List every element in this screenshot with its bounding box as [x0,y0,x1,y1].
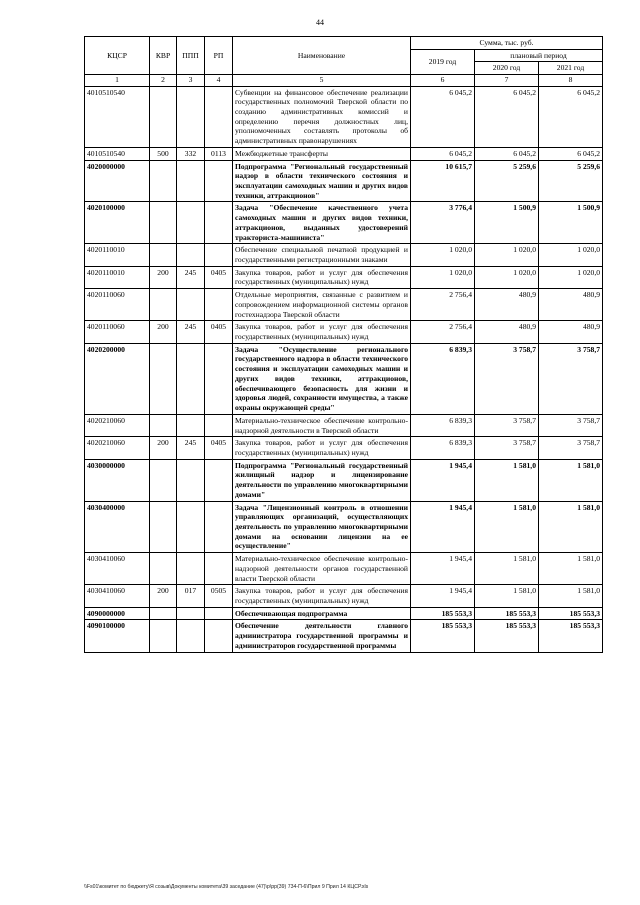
amount-2019-cell: 10 615,7 [411,160,475,202]
kvr-cell: 200 [150,266,177,288]
amount-2020-cell: 1 581,0 [475,585,539,607]
ppp-cell [177,553,205,585]
amount-2019-cell: 1 945,4 [411,501,475,553]
table-row [85,86,603,147]
ppp-cell [177,607,205,620]
amount-2021-cell: 1 581,0 [539,585,603,607]
amount-2021-cell: 3 758,7 [539,437,603,459]
table-row [85,160,603,202]
name-cell: Задача "Обеспечение качественного учета самоходных машин и других видов техники, аттракционов, выданных удостоверений тракториста-машиниста" [233,202,411,244]
header-kvr: КВР [150,37,177,75]
header-2020: 2020 год [475,62,539,75]
kvr-cell [150,620,177,652]
ppp-cell [177,414,205,436]
header-sum: Сумма, тыс. руб. [411,37,603,50]
amount-2019-cell: 6 839,3 [411,437,475,459]
kcsr-cell: 4020110010 [85,244,150,266]
column-index: 3 [177,75,205,86]
amount-2021-cell: 1 500,9 [539,202,603,244]
amount-2021-cell: 6 045,2 [539,147,603,160]
table-row [85,289,603,321]
kvr-cell: 500 [150,147,177,160]
amount-2021-cell: 5 259,6 [539,160,603,202]
kvr-cell: 200 [150,585,177,607]
table-row [85,244,603,266]
rp-cell: 0405 [205,437,233,459]
table-row [85,414,603,436]
table-body [85,86,603,652]
column-index: 4 [205,75,233,86]
column-index-row [85,75,603,86]
amount-2020-cell: 3 758,7 [475,343,539,414]
amount-2020-cell: 1 020,0 [475,244,539,266]
header-2019: 2019 год [411,49,475,74]
amount-2019-cell: 2 756,4 [411,289,475,321]
table-row [85,607,603,620]
amount-2020-cell: 6 045,2 [475,147,539,160]
amount-2020-cell: 3 758,7 [475,414,539,436]
name-cell: Задача "Лицензионный контроль в отношении управляющих организаций, осуществляющих деятельность по управлению многоквартирными домами на основании лицензии на ее осуществление" [233,501,411,553]
amount-2021-cell: 1 020,0 [539,266,603,288]
rp-cell [205,414,233,436]
amount-2021-cell: 3 758,7 [539,414,603,436]
rp-cell [205,244,233,266]
amount-2019-cell: 6 045,2 [411,147,475,160]
kcsr-cell: 4020210060 [85,414,150,436]
name-cell: Субвенции на финансовое обеспечение реализации государственных полномочий Тверской области по созданию административных комиссий и определению перечня должностных лиц, уполномоченных составлять протоколы об административных правонарушениях [233,86,411,147]
kcsr-cell: 4030400000 [85,501,150,553]
kcsr-cell: 4090100000 [85,620,150,652]
kvr-cell [150,244,177,266]
kcsr-cell: 4020110060 [85,289,150,321]
amount-2019-cell: 1 945,4 [411,585,475,607]
kvr-cell [150,607,177,620]
amount-2020-cell: 1 500,9 [475,202,539,244]
table-row [85,437,603,459]
amount-2021-cell: 1 020,0 [539,244,603,266]
table-row [85,266,603,288]
name-cell: Отдельные мероприятия, связанные с развитием и сопровождением информационной системы органов гостехнадзора Тверской области [233,289,411,321]
rp-cell: 0405 [205,321,233,343]
budget-table [84,36,603,653]
ppp-cell [177,501,205,553]
kvr-cell [150,86,177,147]
ppp-cell [177,244,205,266]
kcsr-cell: 4020000000 [85,160,150,202]
amount-2019-cell: 1 020,0 [411,266,475,288]
name-cell: Закупка товаров, работ и услуг для обеспечения государственных (муниципальных) нужд [233,437,411,459]
kvr-cell [150,553,177,585]
rp-cell [205,289,233,321]
amount-2019-cell: 3 776,4 [411,202,475,244]
amount-2020-cell: 185 553,3 [475,620,539,652]
ppp-cell [177,620,205,652]
column-index: 2 [150,75,177,86]
column-index: 1 [85,75,150,86]
ppp-cell [177,459,205,501]
amount-2020-cell: 1 581,0 [475,501,539,553]
name-cell: Подпрограмма "Региональный государственный жилищный надзор и лицензирование деятельности по управлению многоквартирными домами" [233,459,411,501]
rp-cell: 0405 [205,266,233,288]
ppp-cell [177,86,205,147]
kvr-cell [150,343,177,414]
header-2021: 2021 год [539,62,603,75]
amount-2019-cell: 1 020,0 [411,244,475,266]
rp-cell: 0113 [205,147,233,160]
name-cell: Обеспечивающая подпрограмма [233,607,411,620]
amount-2020-cell: 185 553,3 [475,607,539,620]
column-index: 5 [233,75,411,86]
amount-2019-cell: 185 553,3 [411,620,475,652]
amount-2019-cell: 6 045,2 [411,86,475,147]
header-plan-period: плановый период [475,49,603,62]
name-cell: Материально-техническое обеспечение контрольно-надзорной деятельности органов государственной власти Тверской области [233,553,411,585]
amount-2021-cell: 1 581,0 [539,553,603,585]
amount-2021-cell: 480,9 [539,321,603,343]
amount-2020-cell: 1 020,0 [475,266,539,288]
amount-2021-cell: 1 581,0 [539,459,603,501]
table-row [85,459,603,501]
amount-2021-cell: 185 553,3 [539,607,603,620]
amount-2020-cell: 5 259,6 [475,160,539,202]
rp-cell [205,343,233,414]
rp-cell [205,459,233,501]
amount-2020-cell: 480,9 [475,289,539,321]
kcsr-cell: 4020210060 [85,437,150,459]
kvr-cell: 200 [150,321,177,343]
amount-2021-cell: 185 553,3 [539,620,603,652]
kcsr-cell: 4030000000 [85,459,150,501]
name-cell: Закупка товаров, работ и услуг для обеспечения государственных (муниципальных) нужд [233,321,411,343]
name-cell: Задача "Осуществление регионального государственного надзора в области технического состояния и эксплуатации самоходных машин и других видов техники, аттракционов, обеспечивающего безопасность для жизни и здоровья людей, сохранности имущества, а также охраны окружающей среды" [233,343,411,414]
amount-2020-cell: 1 581,0 [475,459,539,501]
table-row [85,321,603,343]
name-cell: Закупка товаров, работ и услуг для обеспечения государственных (муниципальных) нужд [233,585,411,607]
amount-2021-cell: 3 758,7 [539,343,603,414]
amount-2021-cell: 1 581,0 [539,501,603,553]
ppp-cell: 245 [177,437,205,459]
kvr-cell [150,202,177,244]
name-cell: Материально-техническое обеспечение контрольно-надзорной деятельности в Тверской области [233,414,411,436]
ppp-cell [177,160,205,202]
name-cell: Обеспечение специальной печатной продукцией и государственными регистрационными знаками [233,244,411,266]
table-row [85,501,603,553]
kcsr-cell: 4010510540 [85,147,150,160]
rp-cell [205,607,233,620]
header-kcsr: КЦСР [85,37,150,75]
column-index: 6 [411,75,475,86]
rp-cell: 0505 [205,585,233,607]
amount-2021-cell: 6 045,2 [539,86,603,147]
name-cell: Межбюджетные трансферты [233,147,411,160]
kvr-cell [150,160,177,202]
ppp-cell: 017 [177,585,205,607]
column-index: 8 [539,75,603,86]
file-path-footer: \\Fs01\комитет по бюджету\Я созыв\Документы комитета\39 заседание (47)\р\рр(39) 734-П-6\Прил 9 Прил 14 КЦСР.xls [84,884,369,890]
ppp-cell: 245 [177,321,205,343]
rp-cell [205,202,233,244]
amount-2019-cell: 1 945,4 [411,553,475,585]
kcsr-cell: 4020110060 [85,321,150,343]
rp-cell [205,160,233,202]
amount-2020-cell: 3 758,7 [475,437,539,459]
rp-cell [205,501,233,553]
amount-2019-cell: 6 839,3 [411,414,475,436]
kcsr-cell: 4020110010 [85,266,150,288]
kvr-cell [150,289,177,321]
name-cell: Закупка товаров, работ и услуг для обеспечения государственных (муниципальных) нужд [233,266,411,288]
kcsr-cell: 4090000000 [85,607,150,620]
page-number: 44 [316,18,324,27]
amount-2019-cell: 1 945,4 [411,459,475,501]
table-row [85,343,603,414]
amount-2020-cell: 1 581,0 [475,553,539,585]
kvr-cell: 200 [150,437,177,459]
table-row [85,147,603,160]
header-name: Наименование [233,37,411,75]
header-ppp: ППП [177,37,205,75]
amount-2019-cell: 6 839,3 [411,343,475,414]
kcsr-cell: 4030410060 [85,585,150,607]
amount-2019-cell: 185 553,3 [411,607,475,620]
ppp-cell [177,289,205,321]
ppp-cell: 332 [177,147,205,160]
amount-2020-cell: 6 045,2 [475,86,539,147]
kvr-cell [150,501,177,553]
amount-2019-cell: 2 756,4 [411,321,475,343]
kcsr-cell: 4020100000 [85,202,150,244]
ppp-cell [177,343,205,414]
rp-cell [205,86,233,147]
column-index: 7 [475,75,539,86]
table-row [85,620,603,652]
amount-2020-cell: 480,9 [475,321,539,343]
table-row [85,202,603,244]
name-cell: Подпрограмма "Региональный государственный надзор в области технического состояния и эксплуатации самоходных машин и других видов техники, аттракционов" [233,160,411,202]
table-row [85,585,603,607]
kcsr-cell: 4020200000 [85,343,150,414]
rp-cell [205,620,233,652]
kvr-cell [150,459,177,501]
kcsr-cell: 4010510540 [85,86,150,147]
header-rp: РП [205,37,233,75]
kvr-cell [150,414,177,436]
amount-2021-cell: 480,9 [539,289,603,321]
rp-cell [205,553,233,585]
table-row [85,553,603,585]
ppp-cell [177,202,205,244]
ppp-cell: 245 [177,266,205,288]
name-cell: Обеспечение деятельности главного администратора государственной программы и администраторов государственной программы [233,620,411,652]
kcsr-cell: 4030410060 [85,553,150,585]
